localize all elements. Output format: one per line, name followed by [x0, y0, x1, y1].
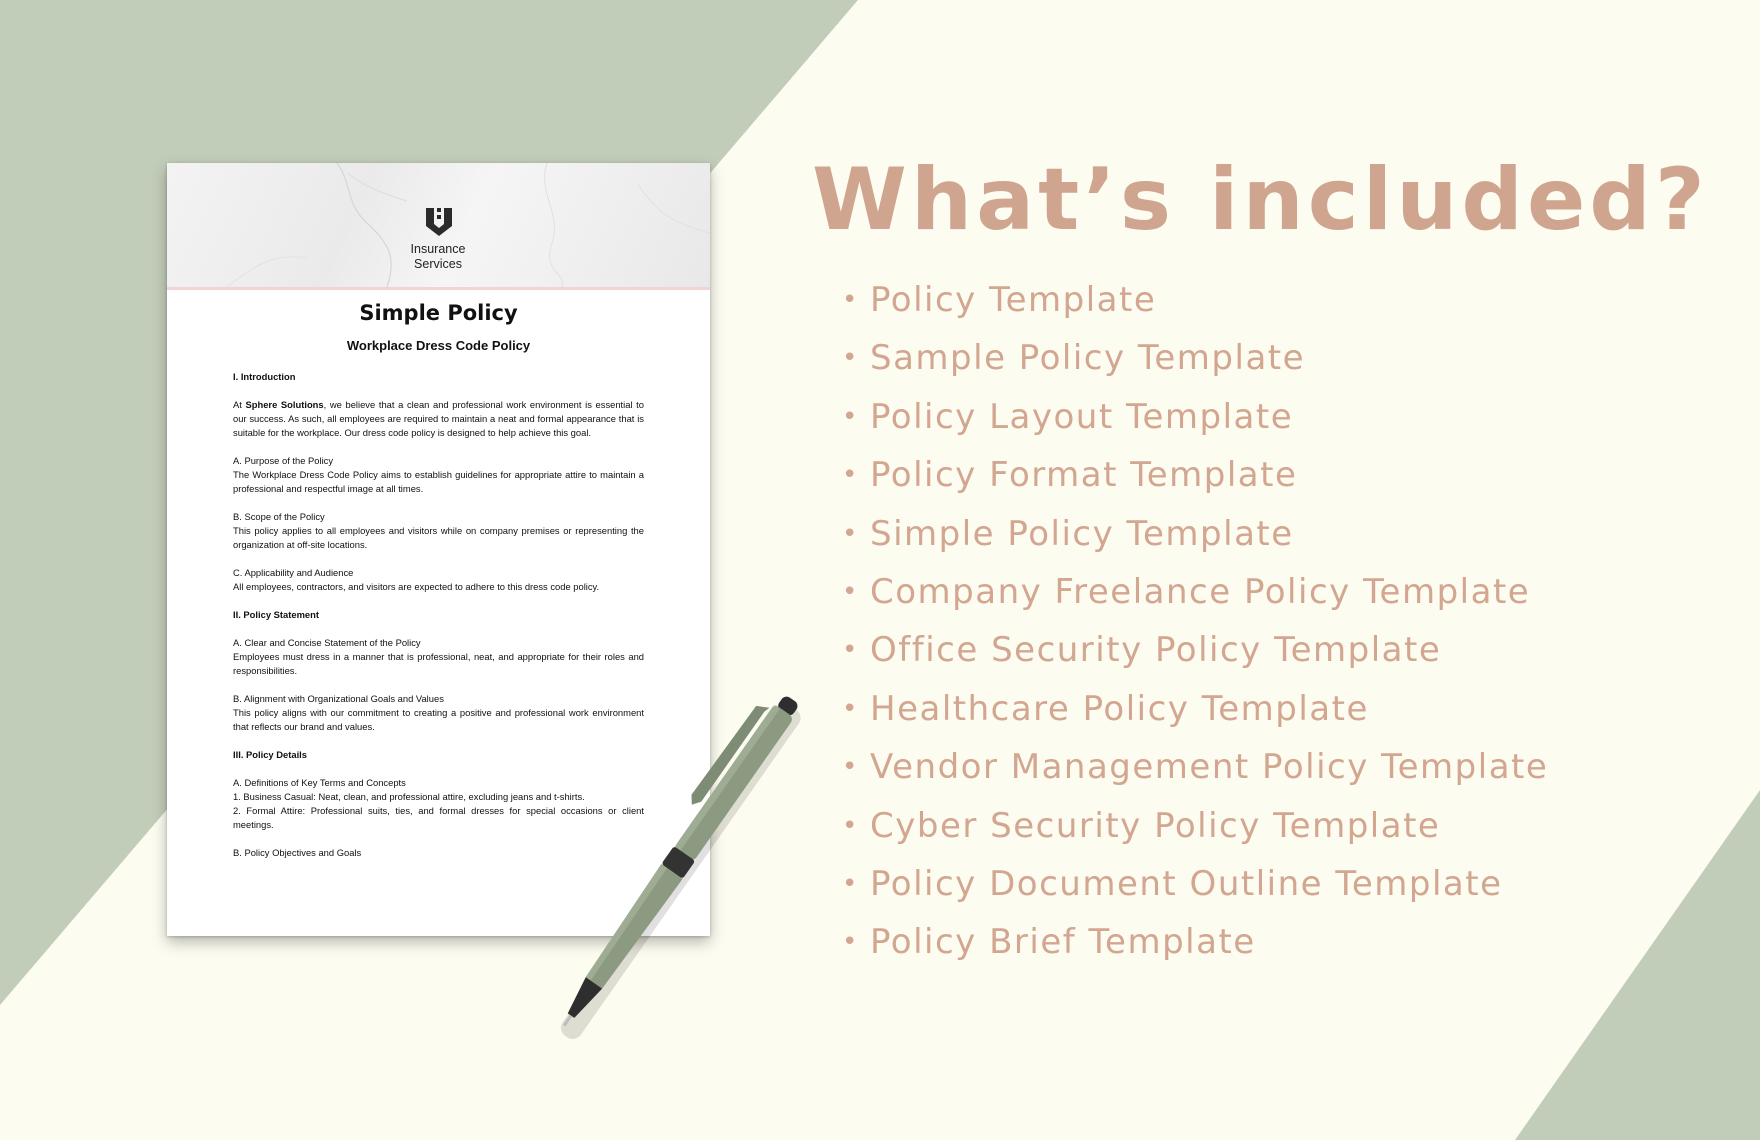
subheading: B. Policy Objectives and Goals [233, 847, 362, 858]
list-item: • Policy Template [842, 280, 1157, 320]
paragraph: This policy applies to all employees and visitors while on company premises or representing the organization at off-site locations. [233, 525, 644, 550]
company-name: Sphere Solutions [245, 399, 324, 410]
document-subtitle: Workplace Dress Code Policy [346, 338, 531, 353]
shield-logo-icon [423, 206, 455, 238]
list-item: • Policy Document Outline Template [842, 863, 1503, 904]
paragraph: The Workplace Dress Code Policy aims to establish guidelines for appropriate attire to maintain a professional and respectful image at all times. [233, 469, 644, 494]
document-title: Simple Policy [359, 301, 518, 325]
subheading: A. Clear and Concise Statement of the Policy [233, 637, 421, 648]
subheading: B. Scope of the Policy [233, 511, 325, 522]
list-item: • Sample Policy Template [842, 338, 1306, 379]
paragraph: Employees must dress in a manner that is professional, neat, and appropriate for their roles and responsibilities. [233, 651, 644, 676]
list-item: • Simple Policy Template [842, 513, 1294, 554]
whats-included-heading: What’s included? [812, 150, 1709, 250]
list-item: • Policy Layout Template [842, 396, 1294, 437]
subheading: A. Purpose of the Policy [233, 455, 334, 466]
paragraph: 1. Business Casual: Neat, clean, and professional attire, excluding jeans and t-shirts. [233, 791, 585, 802]
list-item: • Cyber Security Policy Template [842, 805, 1441, 846]
section-heading: I. Introduction [233, 371, 296, 382]
subheading: B. Alignment with Organizational Goals and Values [233, 693, 444, 704]
list-item: • Office Security Policy Template [842, 630, 1442, 671]
list-item: • Policy Format Template [842, 455, 1298, 496]
subheading: A. Definitions of Key Terms and Concepts [233, 777, 406, 788]
logo-text-line1: Insurance [410, 242, 466, 256]
list-item: • Company Freelance Policy Template [842, 571, 1531, 612]
logo-text-line2: Services [414, 257, 462, 271]
paragraph: At Sphere Solutions, we believe that a clean and professional work environment is essential to our success. As such, all employees are required to maintain a neat and formal appearance that is suitable for the workplace. Our dress code policy is designed to help achieve this goal. [233, 399, 644, 438]
list-item: • Vendor Management Policy Template [842, 747, 1549, 788]
ballpoint-pen-icon [530, 660, 830, 1060]
paragraph: This policy aligns with our commitment to creating a positive and professional work environment that reflects our brand and values. [233, 707, 644, 732]
logo-text [338, 242, 538, 272]
section-heading: III. Policy Details [233, 749, 307, 760]
section-heading: II. Policy Statement [233, 609, 319, 620]
list-item: • Policy Brief Template [842, 922, 1256, 963]
subheading: C. Applicability and Audience [233, 567, 354, 578]
paragraph: All employees, contractors, and visitors are expected to adhere to this dress code policy. [233, 581, 600, 592]
bottom-right-green-band [1515, 790, 1760, 1140]
document-header [167, 163, 710, 290]
included-items-list [842, 278, 1548, 979]
list-item: • Healthcare Policy Template [842, 688, 1369, 729]
paragraph: 2. Formal Attire: Professional suits, ties, and formal dresses for special occasions or client meetings. [233, 805, 644, 830]
